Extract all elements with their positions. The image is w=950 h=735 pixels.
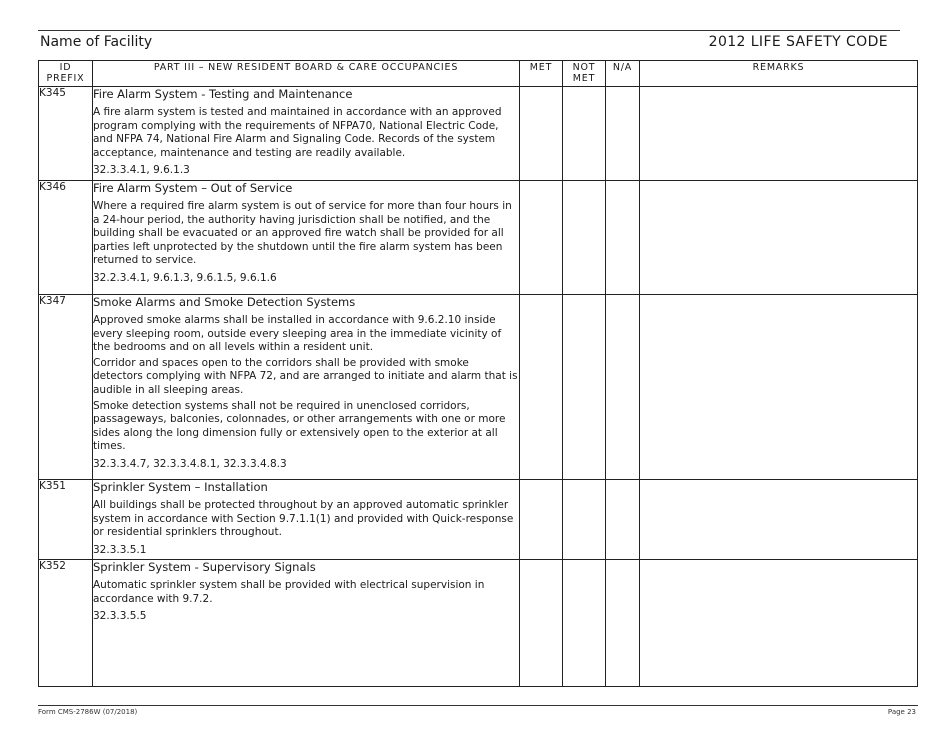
row-id: K347 (39, 295, 93, 480)
col-met: MET (520, 61, 563, 87)
row-id: K351 (39, 480, 93, 560)
na-cell[interactable] (606, 480, 640, 560)
row-paragraph: Automatic sprinkler system shall be provided with electrical supervision in accordance with 9.7.2. (93, 579, 485, 605)
row-reference: 32.2.3.4.1, 9.6.1.3, 9.6.1.5, 9.6.1.6 (93, 271, 277, 284)
row-id: K346 (39, 181, 93, 295)
row-reference: 32.3.3.4.1, 9.6.1.3 (93, 164, 190, 177)
row-reference: 32.3.3.4.7, 32.3.3.4.8.1, 32.3.3.4.8.3 (93, 457, 287, 470)
row-id: K345 (39, 87, 93, 181)
row-description (93, 560, 520, 687)
met-cell[interactable] (520, 181, 563, 295)
col-id-prefix: ID PREFIX (39, 61, 93, 87)
not-met-cell[interactable] (563, 181, 606, 295)
life-safety-code-title: 2012 LIFE SAFETY CODE (708, 34, 888, 50)
row-title: Sprinkler System - Supervisory Signals (93, 560, 316, 574)
remarks-cell[interactable] (640, 295, 918, 480)
table-row (39, 560, 918, 687)
row-description (93, 295, 520, 480)
col-part-title: PART III – NEW RESIDENT BOARD & CARE OCCUPANCIES (93, 61, 520, 87)
col-not-met: NOT MET (563, 61, 606, 87)
na-cell[interactable] (606, 181, 640, 295)
not-met-cell[interactable] (563, 560, 606, 687)
table-row (39, 87, 918, 181)
not-met-cell[interactable] (563, 480, 606, 560)
na-cell[interactable] (606, 295, 640, 480)
row-title: Fire Alarm System – Out of Service (93, 181, 293, 195)
row-paragraph: All buildings shall be protected throughout by an approved automatic sprinkler system in accordance with Section 9.7.1.1(1) and provided with Quick-response or residential sprinklers throughout. (93, 499, 514, 539)
table-row (39, 181, 918, 295)
met-cell[interactable] (520, 560, 563, 687)
row-description (93, 181, 520, 295)
not-met-cell[interactable] (563, 295, 606, 480)
table-row (39, 295, 918, 480)
row-title: Smoke Alarms and Smoke Detection Systems (93, 295, 356, 309)
row-id: K352 (39, 560, 93, 687)
row-reference: 32.3.3.5.1 (93, 543, 147, 556)
row-title: Sprinkler System – Installation (93, 480, 268, 494)
facility-name-label: Name of Facility (40, 34, 153, 50)
remarks-cell[interactable] (640, 87, 918, 181)
met-cell[interactable] (520, 87, 563, 181)
na-cell[interactable] (606, 87, 640, 181)
page-number: Page 23 (887, 708, 916, 716)
survey-table (38, 60, 918, 687)
row-paragraph: Approved smoke alarms shall be installed in accordance with 9.6.2.10 inside every sleeping room, outside every sleeping area in the immediate vicinity of the bedrooms and on all levels within a resident unit. (93, 314, 502, 354)
row-description (93, 87, 520, 181)
col-na: N/A (606, 61, 640, 87)
header-rule (38, 30, 900, 31)
footer-rule (38, 705, 918, 706)
row-paragraph: A fire alarm system is tested and maintained in accordance with an approved program complying with the requirements of NFPA70, National Electric Code, and NFPA 74, National Fire Alarm and Signaling Code. Records of the system acceptance, maintenance and testing are readily available. (93, 106, 502, 159)
table-row (39, 480, 918, 560)
row-reference: 32.3.3.5.5 (93, 610, 147, 623)
col-remarks: REMARKS (640, 61, 918, 87)
row-description (93, 480, 520, 560)
not-met-cell[interactable] (563, 87, 606, 181)
table-header-row (39, 61, 918, 87)
row-title: Fire Alarm System - Testing and Maintenance (93, 87, 353, 101)
row-paragraph: Corridor and spaces open to the corridors shall be provided with smoke detectors complying with NFPA 72, and are arranged to initiate and alarm that is audible in all sleeping areas. (93, 356, 518, 396)
row-paragraph: Where a required fire alarm system is out of service for more than four hours in a 24-hour period, the authority having jurisdiction shall be notified, and the building shall be evacuated or an approved fire watch shall be provided for all parties left unprotected by the shutdown until the fire alarm system has been returned to service. (93, 200, 512, 267)
remarks-cell[interactable] (640, 181, 918, 295)
form-id: Form CMS-2786W (07/2018) (38, 708, 138, 716)
remarks-cell[interactable] (640, 480, 918, 560)
remarks-cell[interactable] (640, 560, 918, 687)
met-cell[interactable] (520, 480, 563, 560)
row-paragraph: Smoke detection systems shall not be required in unenclosed corridors, passageways, balconies, colonnades, or other arrangements with one or more sides along the long dimension fully or extensively open to the exterior at all times. (93, 399, 506, 453)
na-cell[interactable] (606, 560, 640, 687)
met-cell[interactable] (520, 295, 563, 480)
